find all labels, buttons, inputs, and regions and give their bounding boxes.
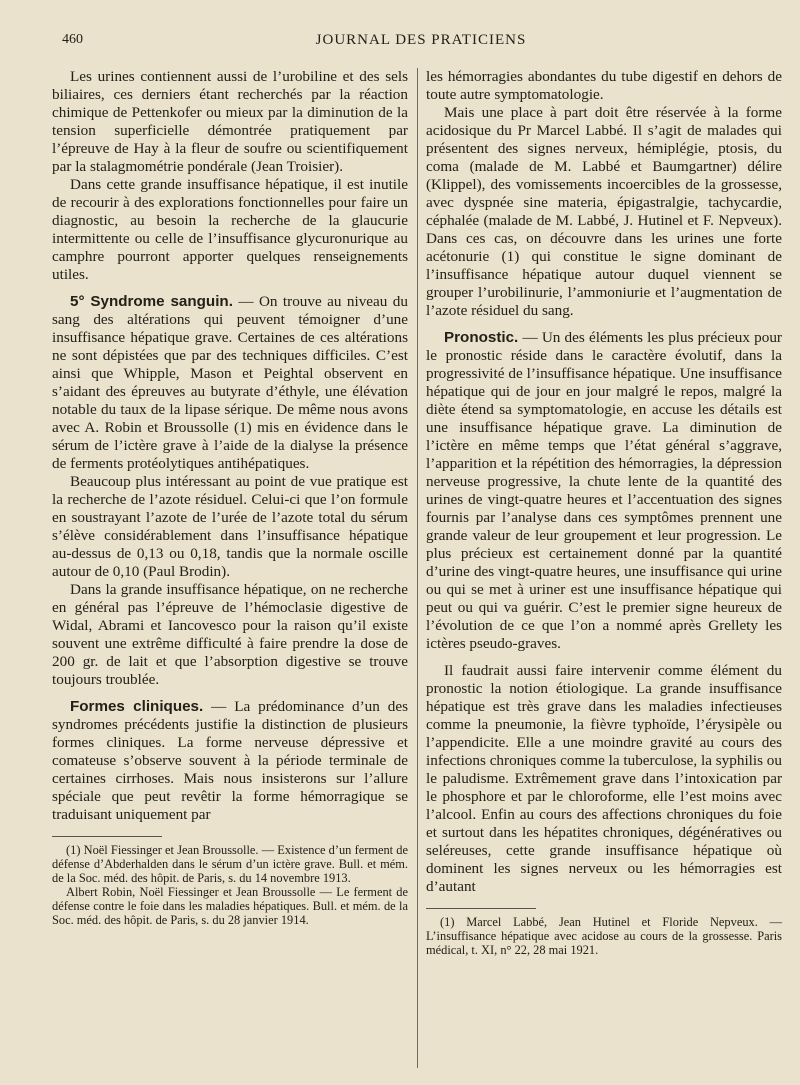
heading-syndrome-sanguin: 5° Syndrome sanguin. <box>70 293 233 310</box>
column-divider <box>417 68 418 1068</box>
paragraph-syndrome-sanguin-text: — On trouve au niveau du sang des altérations qui peuvent témoigner d’une insuffisance hépatique grave. Certaines de ces altérations ne sont dépistées que par des techniques difficiles. C’est ainsi que Whipple, Mason et Peightal observent en s’aidant des épreuves au butyrate d’éthyle, une élévation notable du taux de la lipase sérique. De même nous avons avec A. Robin et Broussolle (1) mis en évidence dans le sérum de l’ictère grave à l’aide de la dialyse la présence de ferments protéolytiques antihépatiques. <box>52 293 408 472</box>
paragraph-formes-cliniques <box>52 698 408 824</box>
footnote-1: (1) Noël Fiessinger et Jean Broussolle. — Existence d’un ferment de défense d’Abderhalden dans le sérum d’un ictère grave. Bull. et mém. de la Soc. méd. des hôpit. de Paris, s. du 14 novembre 1913. <box>52 843 408 885</box>
paragraph-hemorragies: les hémorragies abondantes du tube digestif en dehors de toute autre symptomatologie. <box>426 68 782 103</box>
paragraph-urines: Les urines contiennent aussi de l’urobiline et des sels biliaires, ces derniers étant recherchés par la réaction chimique de Pettenkofer ou mieux par la diminution de la tension superficielle démontrée pratiquement par l’épreuve de Hay à la fleur de soufre ou scientifiquement par la stalagmométrie pondérale (Jean Troisier). <box>52 68 408 175</box>
heading-formes-cliniques: Formes cliniques. <box>70 698 204 715</box>
page-number: 460 <box>62 32 83 47</box>
journal-title: JOURNAL DES PRATICIENS <box>315 32 527 48</box>
paragraph-syndrome-sanguin <box>52 293 408 473</box>
heading-pronostic: Pronostic. <box>444 329 519 346</box>
paragraph-etiologique: Il faudrait aussi faire intervenir comme élément du pronostic la notion étiologique. La grande insuffisance hépatique est très grave dans les maladies infectieuses comme la pneumonie, la fièvre typhoïde, l’érysipèle ou l’appendicite. Elle a une moindre gravité au cours des infections chroniques comme la tuberculose, la syphilis ou le paludisme. Extrêmement grave dans l’intoxication par le phosphore et par le chloroforme, elle l’est moins avec l’alcool. Enfin au cours des affections chroniques du foie et surtout dans les hépatites chroniques, dégénératives ou seléreuses, cette grande insuffisance hépatique où dominent les signes nerveux ou les hémorragies est d’autant <box>426 662 782 895</box>
paragraph-azote-residuel: Beaucoup plus intéressant au point de vue pratique est la recherche de l’azote résiduel. Celui-ci que l’on formule en soustrayant l’azote de l’urée de l’azote total du sérum s’élève considérablement dans l’insuffisance hépatique au-dessus de 0,13 ou 0,18, tandis que la normale oscille autour de 0,10 (Paul Brodin). <box>52 473 408 580</box>
right-column <box>426 68 782 957</box>
paragraph-grande-insuffisance: Dans cette grande insuffisance hépatique, il est inutile de recourir à des explorations fonctionnelles pour faire un diagnostic, au besoin la recherche de la glaucurie intermittente ou celle de l’insuffisance glycuronurique au camphre pourront apporter quelques renseignements utiles. <box>52 176 408 283</box>
left-column <box>52 68 408 927</box>
paragraph-formes-cliniques-text: — La prédominance d’un des syndromes précédents justifie la distinction de plusieurs formes cliniques. La forme nerveuse dépressive et comateuse s’observe souvent à la période terminale de certaines cirrhoses. Mais nous insisterons sur l’allure spéciale que peut revêtir la forme hémorragique se traduisant uniquement par <box>52 698 408 823</box>
footnote-right-1: (1) Marcel Labbé, Jean Hutinel et Floride Nepveux. — L’insuffisance hépatique avec acidose au cours de la grossesse. Paris médical, t. XI, n° 22, 28 mai 1921. <box>426 915 782 957</box>
paragraph-forme-acidosique: Mais une place à part doit être réservée à la forme acidosique du Pr Marcel Labbé. Il s’agit de malades qui présentent des signes nerveux, hémiplégie, ptosis, du coma (malade de M. Labbé et Baumgartner) délire (Klippel), des vomissements incoercibles de la grossesse, avec dyspnée sine materia, épigastralgie, tachycardie, céphalée (malade de M. Labbé, J. Hutinel et F. Nepveux). Dans ces cas, on découvre dans les urines une forte acétonurie (1) qui constitue le signe dominant de l’insuffisance hépatique autour duquel viennent se grouper l’urobilinurie, l’ammoniurie et l’augmentation de l’azote résiduel du sang. <box>426 104 782 319</box>
paragraph-hemoclasie: Dans la grande insuffisance hépatique, on ne recherche en général pas l’épreuve de l’hémoclasie digestive de Widal, Abrami et Iancovesco pour la raison qu’il existe souvent une extrême difficulté à faire prendre la dose de 200 gr. de lait et que l’absorption digestive se trouve toujours troublée. <box>52 581 408 688</box>
footnote-2: Albert Robin, Noël Fiessinger et Jean Broussolle — Le ferment de défense contre le foie dans les maladies hépatiques. Bull. et mém. de la Soc. méd. des hôpit. de Paris, s. du 28 janvier 1914. <box>52 885 408 927</box>
paragraph-pronostic <box>426 329 782 653</box>
paragraph-pronostic-text: — Un des éléments les plus précieux pour le pronostic réside dans le caractère évolutif, dans la progressivité de l’insuffisance hépatique. Une insuffisance hépatique qui de jour en jour malgré le repos, malgré la diète étend sa symptomatologie, en accuse les détails est une insuffisance hépatique grave. La diminution de l’ictère en même temps que l’état général s’aggrave, l’apparition et la répétition des hémorragies, la dépression nerveuse progressive, la chute lente de la quantité des urines de vingt-quatre heures et l’accentuation des signes fournis par l’analyse dans ces symptômes prennent une grande valeur de leur groupement et leur progression. Le plus précieux est certainement donné par la quantité d’urine des vingt-quatre heures, une insuffisance qui urine ou qui se met à uriner est une insuffisance hépatique qui peut ou qui va guérir. C’est le premier signe heureux de l’évolution de ce que l’on a nommé après Grellety les ictères pseudo-graves. <box>426 329 782 652</box>
page-header <box>62 32 780 54</box>
footnote-divider-right <box>426 908 536 909</box>
footnote-divider <box>52 836 162 837</box>
